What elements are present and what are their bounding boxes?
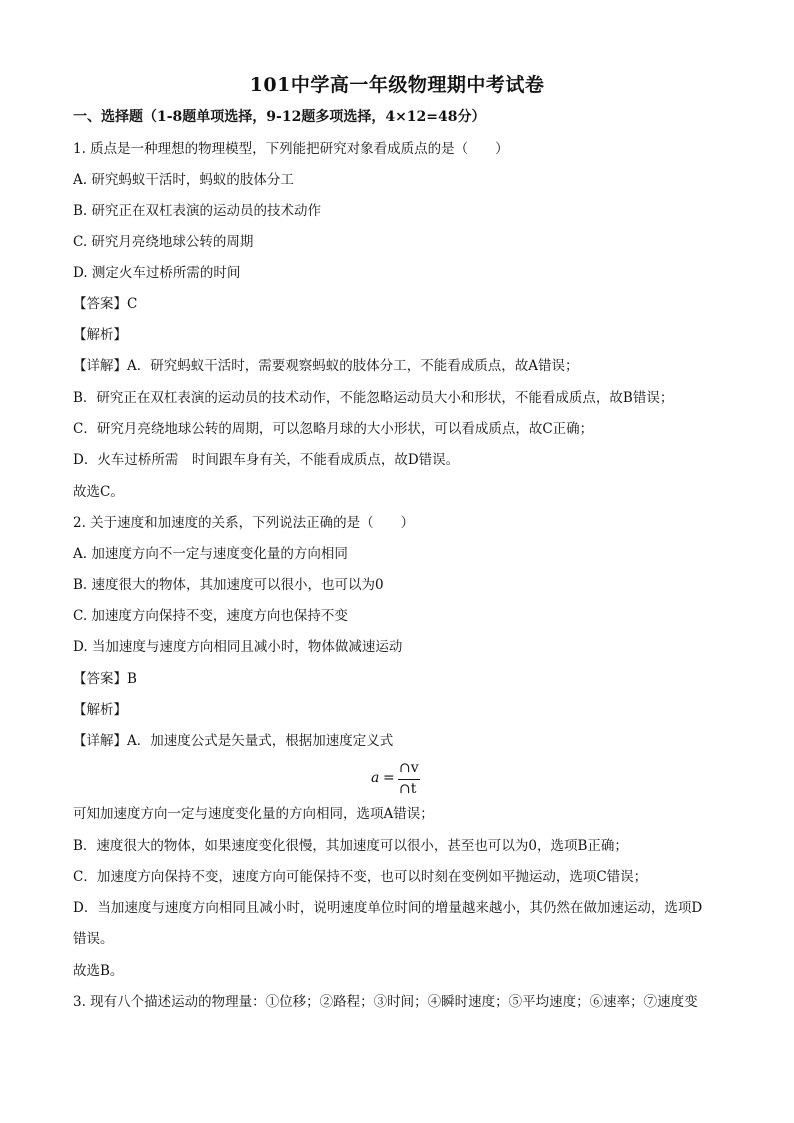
answer-value: B [127,671,137,687]
question-1-stem: 1. 质点是一种理想的物理模型，下列能把研究对象看成质点的是（ ） [73,141,509,157]
question-2-option-a: A. 加速度方向不一定与速度变化量的方向相同 [73,546,348,562]
question-2-option-c: C. 加速度方向保持不变，速度方向也保持不变 [73,608,348,624]
question-2-stem: 2. 关于速度和加速度的关系，下列说法正确的是（ ） [73,515,415,531]
question-1-detail-a [73,356,723,376]
question-1-option-d: D. 测定火车过桥所需的时间 [73,265,241,281]
detail-tag: 【详解】 [73,358,127,374]
question-1-option-b: B. 研究正在双杠表演的运动员的技术动作 [73,203,322,219]
question-1-analysis-tag: 【解析】 [73,327,127,343]
formula-numerator: ∩v [399,760,419,776]
answer-value: C [127,296,138,312]
question-1-detail-c: C．研究月亮绕地球公转的周期，可以忽略月球的大小形状，可以看成质点，故C正确； [73,421,594,437]
question-3-stem: 3. 现有八个描述运动的物理量：①位移；②路程；③时间；④瞬时速度；⑤平均速度；⑥速率；⑦速度变 [73,994,698,1010]
question-2-detail-d2: 错误。 [73,931,114,947]
detail-tag: 【详解】 [73,733,127,749]
formula-lhs: a [371,770,380,786]
detail-text: A．研究蚂蚁干活时，需要观察蚂蚁的肢体分工，不能看成质点，故A错误； [127,358,579,374]
question-1-detail-b: B．研究正在双杠表演的运动员的技术动作，不能忽略运动员大小和形状，不能看成质点，故B错误； [73,390,674,406]
formula-equals: = [383,770,395,786]
question-1-conclusion: 故选C。 [73,484,124,500]
section-heading: 一、选择题（1-8题单项选择，9-12题多项选择，4×12=48分） [73,109,486,125]
answer-tag: 【答案】 [73,296,127,312]
question-2-detail-a2: 可知加速度方向一定与速度变化量的方向相同，选项A错误； [73,806,434,822]
question-1-option-c: C. 研究月亮绕地球公转的周期 [73,234,254,250]
fraction-bar [398,779,420,780]
question-2-answer [73,669,723,689]
question-2-option-d: D. 当加速度与速度方向相同且减小时，物体做减速运动 [73,639,403,655]
question-2-detail-c: C．加速度方向保持不变，速度方向可能保持不变，也可以时刻在变例如平抛运动，选项C错误； [73,869,648,885]
question-2-analysis-tag: 【解析】 [73,702,127,718]
question-2-detail-b: B．速度很大的物体，如果速度变化很慢，其加速度可以很小，甚至也可以为0，选项B正确； [73,838,628,854]
answer-tag: 【答案】 [73,671,127,687]
question-2-conclusion: 故选B。 [73,963,124,979]
question-2-detail-d: D．当加速度与速度方向相同且减小时，说明速度单位时间的增量越来越小，其仍然在做加速运动，选项D [73,900,703,916]
question-1-answer [73,294,723,314]
question-1-option-a: A. 研究蚂蚁干活时，蚂蚁的肢体分工 [73,172,294,188]
question-2-detail-a [73,731,723,751]
acceleration-formula [371,760,431,800]
question-1-detail-d: D．火车过桥所需 时间跟车身有关，不能看成质点，故D错误。 [73,452,460,468]
detail-text: A．加速度公式是矢量式，根据加速度定义式 [127,733,394,749]
question-2-option-b: B. 速度很大的物体，其加速度可以很小，也可以为0 [73,577,384,593]
page-title: 101中学高一年级物理期中考试卷 [249,74,545,96]
formula-denominator: ∩t [399,781,417,797]
